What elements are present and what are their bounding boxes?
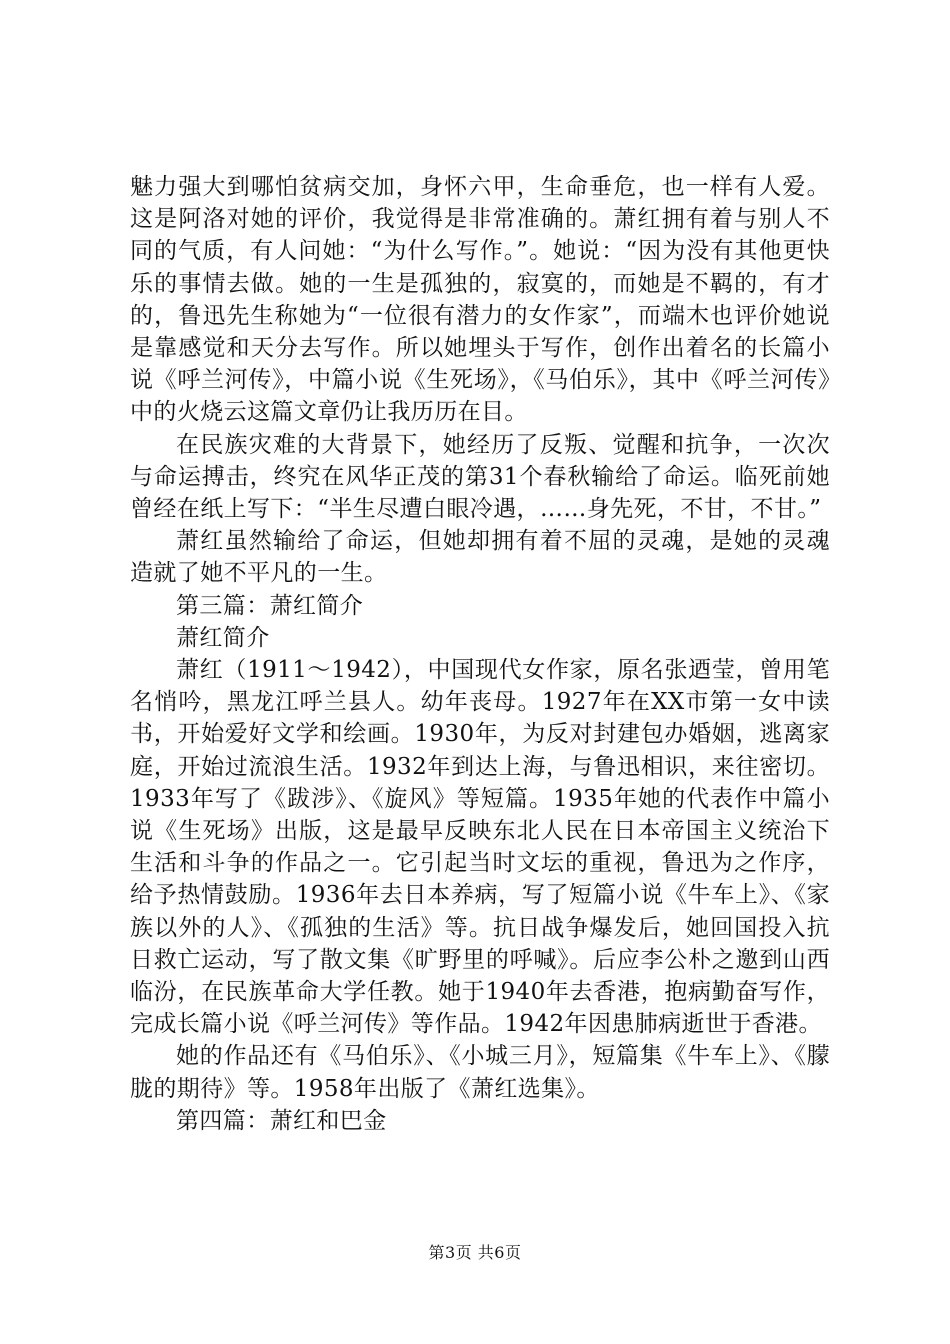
- body-paragraph-works: 她的作品还有《马伯乐》、《小城三月》，短篇集《牛车上》、《朦胧的期待》等。1958年出版了《萧红选集》。: [130, 1043, 830, 1102]
- section-subheading-intro: 萧红简介: [176, 624, 270, 651]
- body-paragraph-fate: 在民族灾难的大背景下，她经历了反叛、觉醒和抗争，一次次与命运搏击，终究在风华正茂的第31个春秋输给了命运。临死前她曾经在纸上写下：“半生尽遭白眼冷遇，……身先死，不甘，不甘。”: [130, 431, 830, 523]
- section-heading-part-three: 第三篇：萧红简介: [176, 592, 364, 619]
- body-paragraph-continuation: 魅力强大到哪怕贫病交加，身怀六甲，生命垂危，也一样有人爱。这是阿洛对她的评价，我觉得是非常准确的。萧红拥有着与别人不同的气质，有人问她：“为什么写作。”。她说：“因为没有其他更快乐的事情去做。她的一生是孤独的，寂寞的，而她是不羁的，有才的，鲁迅先生称她为“一位很有潜力的女作家”，而端木也评价她说是靠感觉和天分去写作。所以她埋头于写作，创作出着名的长篇小说《呼兰河传》，中篇小说《生死场》，《马伯乐》，其中《呼兰河传》中的火烧云这篇文章仍让我历历在目。: [130, 174, 830, 426]
- body-paragraph-biography: 萧红（1911～1942），中国现代女作家，原名张迺莹，曾用笔名悄吟，黑龙江呼兰县人。幼年丧母。1927年在XX市第一女中读书，开始爱好文学和绘画。1930年，为反对封建包办婚姻，逃离家庭，开始过流浪生活。1932年到达上海，与鲁迅相识，来往密切。1933年写了《跋涉》、《旋风》等短篇。1935年她的代表作中篇小说《生死场》出版，这是最早反映东北人民在日本帝国主义统治下生活和斗争的作品之一。它引起当时文坛的重视，鲁迅为之作序，给予热情鼓励。1936年去日本养病，写了短篇小说《牛车上》、《家族以外的人》、《孤独的生活》等。抗日战争爆发后，她回国投入抗日救亡运动，写了散文集《旷野里的呼喊》。后应李公朴之邀到山西临汾，在民族革命大学任教。她于1940年去香港，抱病勤奋写作，完成长篇小说《呼兰河传》等作品。1942年因患肺病逝世于香港。: [130, 657, 830, 1038]
- page-number-footer: 第3页 共6页: [428, 1243, 522, 1262]
- document-body: [130, 171, 830, 1137]
- section-heading-part-four: 第四篇：萧红和巴金: [176, 1107, 387, 1134]
- body-paragraph-soul: 萧红虽然输给了命运，但她却拥有着不屈的灵魂，是她的灵魂造就了她不平凡的一生。: [130, 528, 830, 587]
